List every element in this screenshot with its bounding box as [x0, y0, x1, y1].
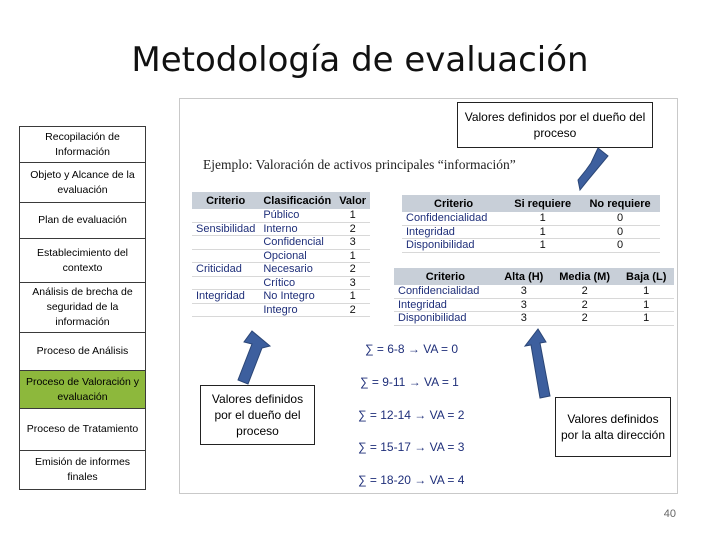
- table-row: Público 1: [192, 209, 370, 222]
- table-header: No requiere: [580, 195, 660, 212]
- process-step-highlighted: Proceso de Valoración y evaluación: [20, 371, 145, 409]
- table-row: Integridad 3 2 1: [394, 298, 674, 312]
- table-header: Criterio: [394, 268, 497, 285]
- table-header: Baja (L): [618, 268, 674, 285]
- table-header: Clasificación: [259, 192, 335, 209]
- formula-line: ∑ = 18-20 → VA = 4: [358, 473, 465, 487]
- table-row: Confidencialidad 1 0: [402, 212, 660, 225]
- formula-line: ∑ = 6-8 → VA = 0: [365, 342, 459, 356]
- arrow-up-icon: [525, 329, 550, 398]
- table-row: Disponibilidad 1 0: [402, 239, 660, 253]
- table-row: Integridad 1 0: [402, 225, 660, 239]
- arrow-up-icon: [238, 331, 270, 384]
- process-step: Proceso de Tratamiento: [20, 409, 145, 451]
- table-row: Disponibilidad 3 2 1: [394, 312, 674, 326]
- table-header: Criterio: [192, 192, 259, 209]
- process-step: Objeto y Alcance de la evaluación: [20, 163, 145, 203]
- table-row: Sensibilidad Interno 2: [192, 222, 370, 236]
- process-step: Análisis de brecha de seguridad de la información: [20, 283, 145, 333]
- process-step: Emisión de informes finales: [20, 451, 145, 489]
- example-title: Ejemplo: Valoración de activos principales “información”: [203, 157, 516, 172]
- table-row: Integridad No Integro 1: [192, 290, 370, 304]
- table-row: Opcional 1: [192, 249, 370, 263]
- callout-owner-top: Valores definidos por el dueño del proceso: [457, 102, 653, 148]
- table-row: Crítico 3: [192, 276, 370, 290]
- callout-direction: Valores definidos por la alta dirección: [555, 397, 671, 457]
- table-row: Criticidad Necesario 2: [192, 263, 370, 277]
- table-row: Confidencialidad 3 2 1: [394, 285, 674, 298]
- process-step: Proceso de Análisis: [20, 333, 145, 371]
- callout-owner-middle: Valores definidos por el dueño del proceso: [200, 385, 315, 445]
- table-header: Valor: [335, 192, 370, 209]
- page-number: 40: [663, 508, 676, 520]
- table-header: Alta (H): [497, 268, 551, 285]
- table-header: Criterio: [402, 195, 505, 212]
- formula-line: ∑ = 9-11 → VA = 1: [360, 375, 459, 389]
- formula-line: ∑ = 12-14 → VA = 2: [358, 408, 465, 422]
- arrow-down-left-icon: [578, 148, 608, 190]
- process-step: Establecimiento del contexto: [20, 239, 145, 283]
- slide-title: Metodología de evaluación: [131, 40, 589, 80]
- table-row: Integro 2: [192, 303, 370, 317]
- table-header: Media (M): [551, 268, 619, 285]
- table-row: Confidencial 3: [192, 236, 370, 250]
- process-step: Plan de evaluación: [20, 203, 145, 239]
- process-step: Recopilación de Información: [20, 127, 145, 163]
- table-header: Si requiere: [505, 195, 580, 212]
- formula-line: ∑ = 15-17 → VA = 3: [358, 440, 465, 454]
